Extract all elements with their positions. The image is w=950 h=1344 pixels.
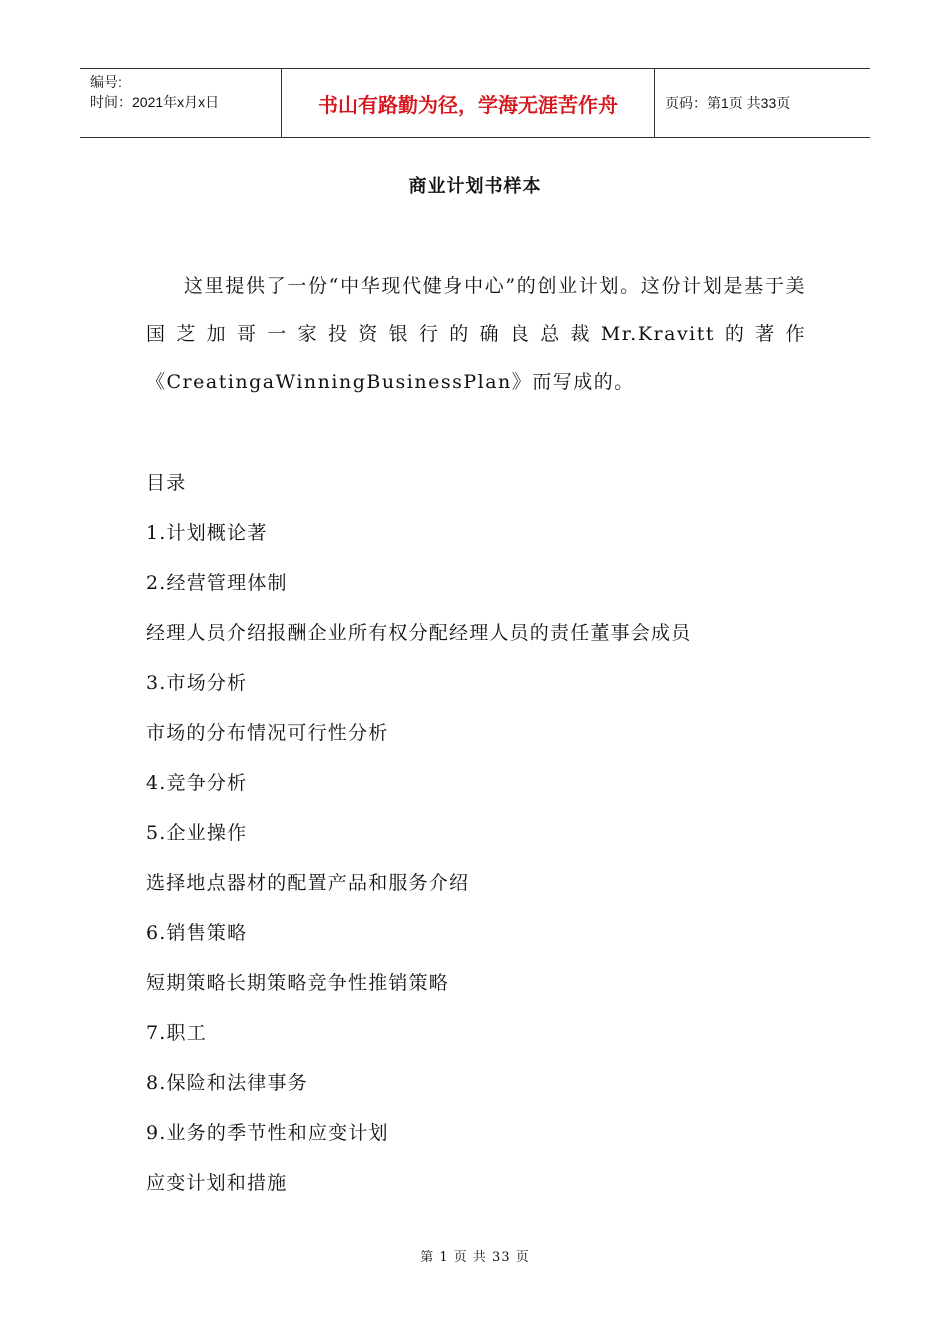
toc-item: 5.企业操作 bbox=[146, 822, 248, 844]
toc-heading: 目录 bbox=[146, 472, 187, 494]
toc-subitem: 经理人员介绍报酬企业所有权分配经理人员的责任董事会成员 bbox=[146, 622, 692, 644]
document-header bbox=[80, 68, 870, 138]
header-page-code: 页码：第1页 共33页 bbox=[665, 95, 791, 111]
table-of-contents bbox=[146, 458, 826, 1208]
intro-paragraph: 这里提供了一份“中华现代健身中心”的创业计划。这份计划是基于美国芝加哥一家投资银行的确良总裁Mr.Kravitt的著作《CreatingaWinningBusinessPlan》而写成的。 bbox=[146, 275, 806, 393]
document-time-label: 时间：2021年x月x日 bbox=[90, 94, 220, 110]
toc-subitem: 应变计划和措施 bbox=[146, 1172, 288, 1194]
header-meta-cell bbox=[80, 69, 282, 137]
toc-item: 7.职工 bbox=[146, 1022, 207, 1044]
toc-item: 3.市场分析 bbox=[146, 672, 248, 694]
header-motto: 书山有路勤为径，学海无涯苦作舟 bbox=[282, 69, 655, 137]
toc-subitem: 市场的分布情况可行性分析 bbox=[146, 722, 389, 744]
toc-item: 2.经营管理体制 bbox=[146, 572, 288, 594]
toc-item: 1.计划概论著 bbox=[146, 522, 268, 544]
document-title: 商业计划书样本 bbox=[408, 176, 542, 197]
page-footer: 第 1 页 共 33 页 bbox=[420, 1250, 530, 1265]
toc-item: 8.保险和法律事务 bbox=[146, 1072, 308, 1094]
toc-item: 6.销售策略 bbox=[146, 922, 248, 944]
toc-subitem: 选择地点器材的配置产品和服务介绍 bbox=[146, 872, 470, 894]
toc-subitem: 短期策略长期策略竞争性推销策略 bbox=[146, 972, 450, 994]
document-number-label: 编号: bbox=[90, 74, 122, 90]
toc-item: 9.业务的季节性和应变计划 bbox=[146, 1122, 389, 1144]
toc-item: 4.竞争分析 bbox=[146, 772, 248, 794]
